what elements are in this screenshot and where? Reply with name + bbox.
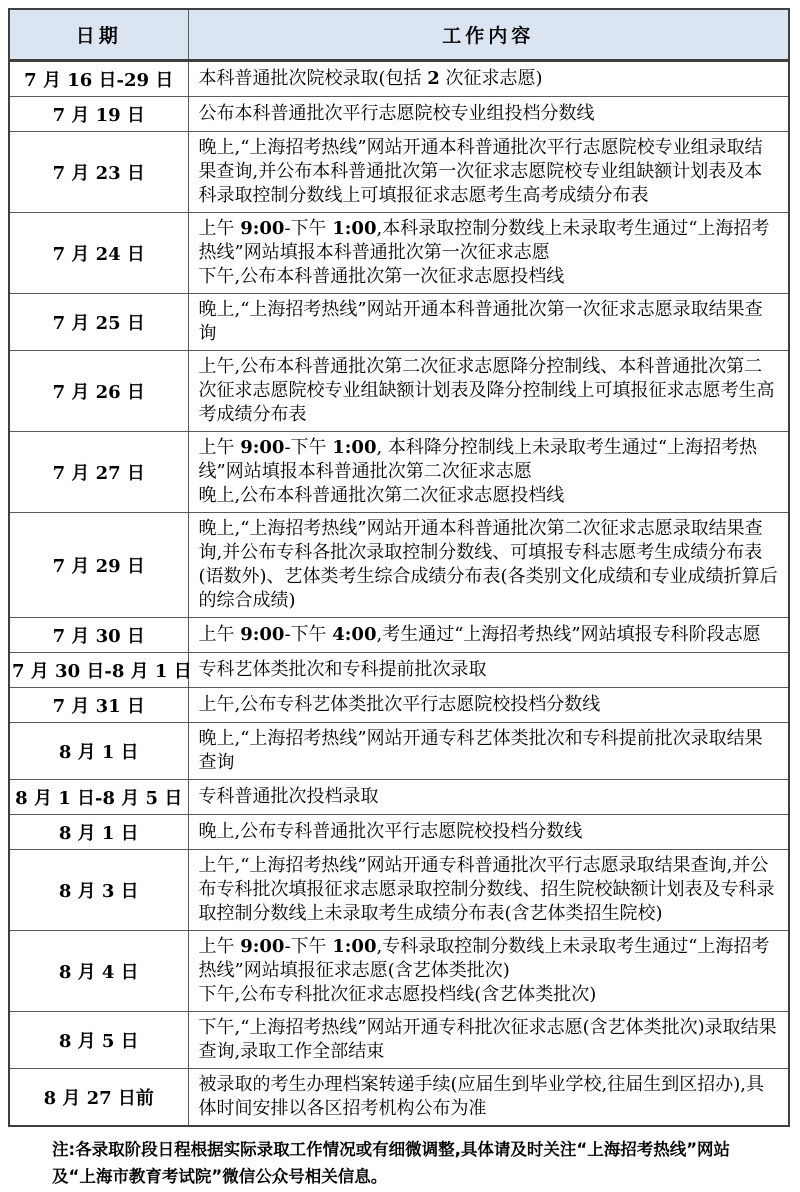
content-cell	[188, 723, 789, 780]
content-cell	[188, 1012, 789, 1069]
table-header	[9, 9, 789, 61]
content-line: 下午,公布本科普通批次第一次征求志愿投档线	[198, 266, 565, 287]
content-line: 上午,公布本科普通批次第二次征求志愿降分控制线、本科普通批次第二次征求志愿院校专业组缺额计划表及降分控制线上可填报征求志愿考生高考成绩分布表	[198, 356, 775, 425]
footnote: 注:各录取阶段日程根据实际录取工作情况或有细微调整,具体请及时关注“上海招考热线”网站及“上海市教育考试院”微信公众号相关信息。	[52, 1140, 731, 1186]
date-cell: 7 月 31 日	[9, 688, 188, 723]
content-cell	[188, 432, 789, 513]
table-row	[9, 618, 789, 653]
content-column-header: 工作内容	[188, 9, 789, 61]
content-cell	[188, 213, 789, 294]
date-cell: 7 月 24 日	[9, 213, 188, 294]
table-row	[9, 723, 789, 780]
date-cell: 7 月 26 日	[9, 351, 188, 432]
content-cell	[188, 688, 789, 723]
content-cell	[188, 132, 789, 213]
table-row	[9, 850, 789, 931]
date-cell: 8 月 5 日	[9, 1012, 188, 1069]
table-row	[9, 780, 789, 815]
table-row	[9, 653, 789, 688]
table-row	[9, 688, 789, 723]
date-cell: 7 月 30 日-8 月 1 日	[9, 653, 188, 688]
content-line: 上午 9:00-下午 1:00, 本科降分控制线上未录取考生通过“上海招考热线”网站填报本科普通批次第二次征求志愿	[198, 437, 758, 482]
content-cell	[188, 815, 789, 850]
content-cell	[188, 294, 789, 351]
content-line: 晚上,“上海招考热线”网站开通专科艺体类批次和专科提前批次录取结果查询	[198, 728, 763, 773]
content-line: 下午,“上海招考热线”网站开通专科批次征求志愿(含艺体类批次)录取结果查询,录取工作全部结束	[198, 1017, 777, 1062]
table-row	[9, 815, 789, 850]
table-row	[9, 351, 789, 432]
content-line: 公布本科普通批次平行志愿院校专业组投档分数线	[198, 103, 595, 124]
content-cell	[188, 931, 789, 1012]
content-line: 上午 9:00-下午 4:00,考生通过“上海招考热线”网站填报专科阶段志愿	[198, 624, 761, 645]
table-row	[9, 97, 789, 132]
content-line: 本科普通批次院校录取(包括 2 次征求志愿)	[198, 68, 543, 89]
table-row	[9, 61, 789, 97]
table-row	[9, 213, 789, 294]
content-line: 下午,公布专科批次征求志愿投档线(含艺体类批次)	[198, 984, 597, 1005]
content-cell	[188, 780, 789, 815]
table-body	[9, 61, 789, 1127]
date-cell: 8 月 1 日-8 月 5 日	[9, 780, 188, 815]
content-line: 晚上,“上海招考热线”网站开通本科普通批次第二次征求志愿录取结果查询,并公布专科各批次录取控制分数线、可填报专科志愿考生成绩分布表(语数外)、艺体类考生综合成绩分布表(各类别文化成绩和专业成绩折算后的综合成绩)	[198, 518, 778, 611]
content-line: 晚上,公布本科普通批次第二次征求志愿投档线	[198, 485, 565, 506]
date-column-header: 日期	[9, 9, 188, 61]
content-line: 晚上,“上海招考热线”网站开通本科普通批次第一次征求志愿录取结果查询	[198, 299, 763, 344]
table-row	[9, 513, 789, 618]
date-cell: 8 月 4 日	[9, 931, 188, 1012]
date-cell: 7 月 29 日	[9, 513, 188, 618]
date-cell: 7 月 25 日	[9, 294, 188, 351]
content-line: 被录取的考生办理档案转递手续(应届生到毕业学校,往届生到区招办),具体时间安排以各区招考机构公布为准	[198, 1074, 764, 1119]
table-row	[9, 432, 789, 513]
content-cell	[188, 513, 789, 618]
content-line: 晚上,“上海招考热线”网站开通本科普通批次平行志愿院校专业组录取结果查询,并公布本科普通批次第一次征求志愿院校专业组缺额计划表及本科录取控制分数线上可填报征求志愿考生高考成绩分布表	[198, 137, 763, 206]
date-cell: 7 月 27 日	[9, 432, 188, 513]
date-cell: 8 月 27 日前	[9, 1069, 188, 1127]
date-cell: 7 月 30 日	[9, 618, 188, 653]
content-cell	[188, 1069, 789, 1127]
date-cell: 7 月 16 日-29 日	[9, 61, 188, 97]
header-row	[9, 9, 789, 61]
content-line: 上午 9:00-下午 1:00,本科录取控制分数线上未录取考生通过“上海招考热线”网站填报本科普通批次第一次征求志愿	[198, 218, 770, 263]
content-line: 上午,“上海招考热线”网站开通专科普通批次平行志愿录取结果查询,并公布专科批次填报征求志愿录取控制分数线、招生院校缺额计划表及专科录取控制分数线上未录取考生成绩分布表(含艺体类招生院校)	[198, 855, 775, 924]
content-cell	[188, 653, 789, 688]
content-cell	[188, 97, 789, 132]
table-row	[9, 294, 789, 351]
date-cell: 8 月 1 日	[9, 723, 188, 780]
content-line: 上午 9:00-下午 1:00,专科录取控制分数线上未录取考生通过“上海招考热线”网站填报征求志愿(含艺体类批次)	[198, 936, 770, 981]
table-row	[9, 931, 789, 1012]
table-row	[9, 132, 789, 213]
content-cell	[188, 850, 789, 931]
content-cell	[188, 61, 789, 97]
date-cell: 7 月 23 日	[9, 132, 188, 213]
schedule-table	[8, 8, 790, 1127]
date-cell: 7 月 19 日	[9, 97, 188, 132]
table-row	[9, 1012, 789, 1069]
content-cell	[188, 618, 789, 653]
content-line: 专科普通批次投档录取	[198, 786, 379, 807]
date-cell: 8 月 3 日	[9, 850, 188, 931]
date-cell: 8 月 1 日	[9, 815, 188, 850]
content-line: 上午,公布专科艺体类批次平行志愿院校投档分数线	[198, 694, 601, 715]
content-line: 晚上,公布专科普通批次平行志愿院校投档分数线	[198, 821, 583, 842]
content-cell	[188, 351, 789, 432]
table-row	[9, 1069, 789, 1127]
content-line: 专科艺体类批次和专科提前批次录取	[198, 659, 487, 680]
